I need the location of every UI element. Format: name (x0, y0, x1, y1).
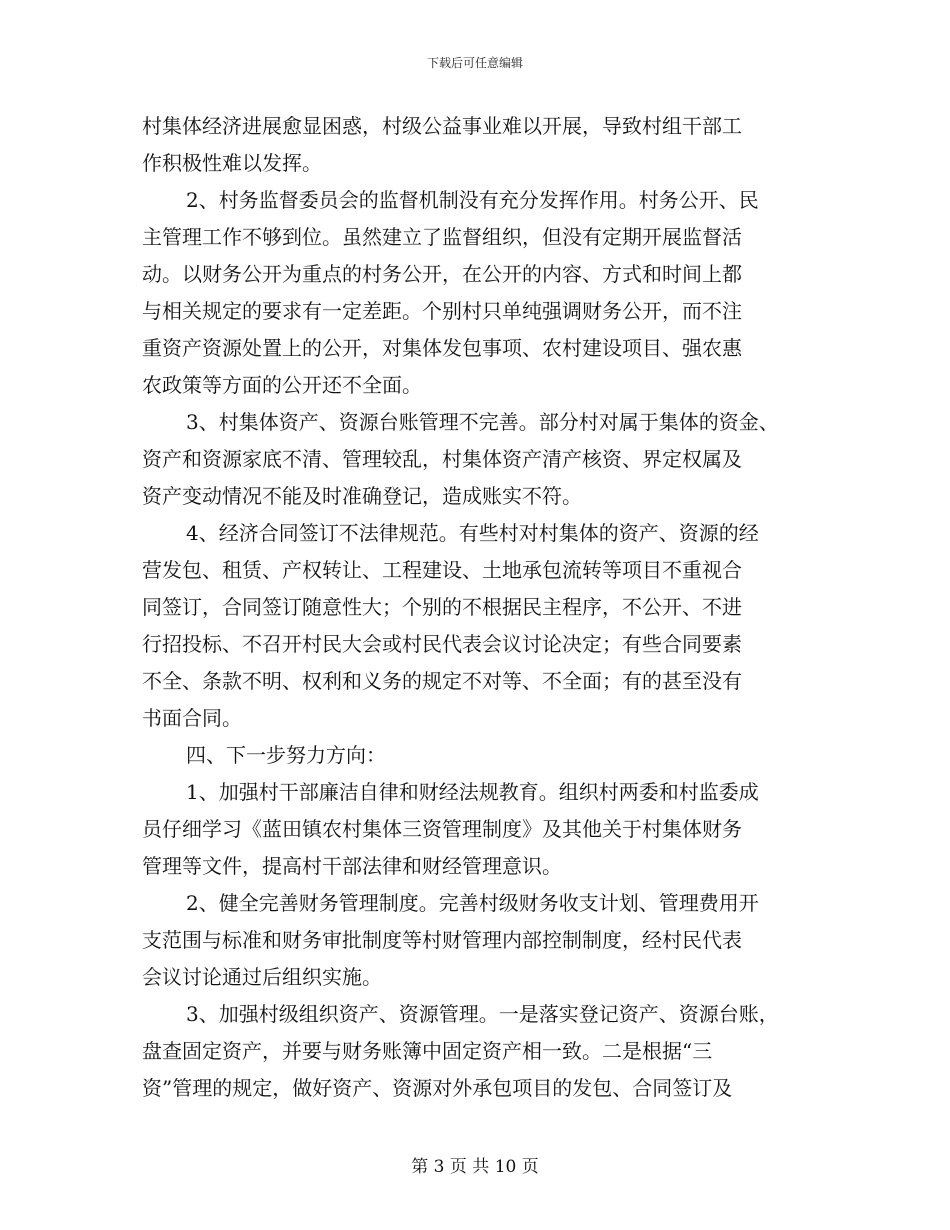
section-heading: 四、下一步努力方向： (186, 743, 386, 767)
body-line: 盘查固定资产，并要与财务账簿中固定资产相一致。二是根据“三 (142, 1039, 713, 1063)
body-line: 资产和资源家底不清、管理较乱，村集体资产清产核资、界定权属及 (142, 447, 742, 471)
paragraph-start-line: 3、村集体资产、资源台账管理不完善。部分村对属于集体的资金、 (186, 410, 779, 434)
document-body (142, 108, 832, 1107)
body-line: 资产变动情况不能及时准确登记，造成账实不符。 (142, 484, 582, 508)
paragraph-start-line: 4、经济合同签订不法律规范。有些村对村集体的资产、资源的经 (186, 521, 759, 545)
body-line: 同签订，合同签订随意性大；个别的不根据民主程序，不公开、不进 (142, 595, 742, 619)
body-line: 支范围与标准和财务审批制度等村财管理内部控制制度，经村民代表 (142, 928, 742, 952)
body-line: 行招投标、不召开村民大会或村民代表会议讨论决定；有些合同要素 (142, 632, 742, 656)
body-line: 管理等文件，提高村干部法律和财经管理意识。 (142, 854, 562, 878)
page-header-note: 下载后可任意编辑 (426, 56, 523, 70)
body-line: 资”管理的规定，做好资产、资源对外承包项目的发包、合同签订及 (142, 1076, 733, 1100)
paragraph-start-line: 2、村务监督委员会的监督机制没有充分发挥作用。村务公开、民 (186, 188, 759, 212)
body-line: 员仔细学习《蓝田镇农村集体三资管理制度》及其他关于村集体财务 (142, 817, 742, 841)
body-line: 不全、条款不明、权利和义务的规定不对等、不全面；有的甚至没有 (142, 669, 742, 693)
body-line: 会议讨论通过后组织实施。 (142, 965, 382, 989)
page-number-footer: 第 3 页 共 10 页 (411, 1157, 539, 1177)
body-line: 作积极性难以发挥。 (142, 151, 322, 175)
paragraph-start-line: 1、加强村干部廉洁自律和财经法规教育。组织村两委和村监委成 (186, 780, 759, 804)
body-line: 重资产资源处置上的公开，对集体发包事项、农村建设项目、强农惠 (142, 336, 742, 360)
body-line: 营发包、租赁、产权转让、工程建设、土地承包流转等项目不重视合 (142, 558, 742, 582)
body-line: 村集体经济进展愈显困惑，村级公益事业难以开展，导致村组干部工 (142, 114, 742, 138)
body-line: 农政策等方面的公开还不全面。 (142, 373, 422, 397)
body-line: 书面合同。 (142, 706, 242, 730)
body-line: 主管理工作不够到位。虽然建立了监督组织，但没有定期开展监督活 (142, 225, 742, 249)
paragraph-start-line: 3、加强村级组织资产、资源管理。一是落实登记资产、资源台账， (186, 1002, 779, 1026)
body-line: 与相关规定的要求有一定差距。个别村只单纯强调财务公开，而不注 (142, 299, 742, 323)
body-line: 动。以财务公开为重点的村务公开，在公开的内容、方式和时间上都 (142, 262, 742, 286)
paragraph-start-line: 2、健全完善财务管理制度。完善村级财务收支计划、管理费用开 (186, 891, 759, 915)
